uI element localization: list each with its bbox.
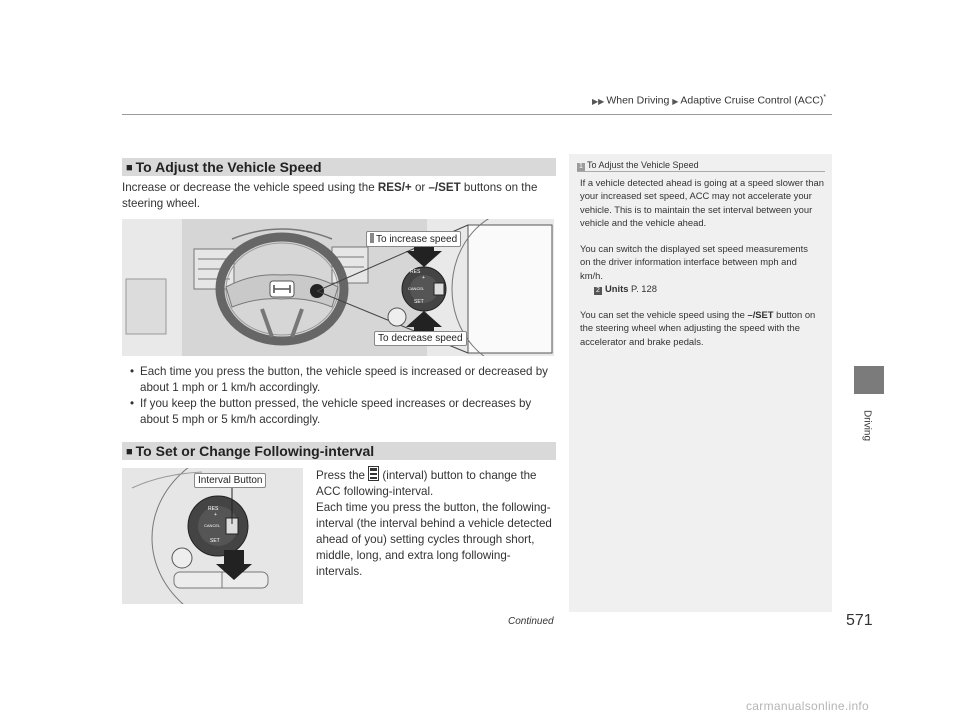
steering-wheel-illustration xyxy=(122,219,554,356)
notes-reference[interactable]: 2 Units P. 128 xyxy=(594,282,657,295)
steering-wheel-drawing xyxy=(122,219,554,356)
chapter-label: Driving xyxy=(861,409,873,442)
notes-number: 1 xyxy=(577,163,585,171)
res-plus-sign: + xyxy=(214,512,217,518)
callout-decrease-speed: To decrease speed xyxy=(374,331,467,346)
breadcrumb xyxy=(592,94,826,107)
res-button-label: RES xyxy=(410,269,421,275)
callout-increase-speed: To increase speed xyxy=(366,231,461,247)
notes-rule xyxy=(577,171,825,172)
notes-title: 1 To Adjust the Vehicle Speed xyxy=(577,160,699,171)
set-button-label: SET xyxy=(414,299,424,305)
res-button-label: RES xyxy=(208,506,219,512)
continued-label: Continued xyxy=(508,616,554,627)
breadcrumb-arrow-icon: ▶ xyxy=(672,96,679,106)
chapter-tab xyxy=(854,366,884,394)
section2-text xyxy=(316,466,554,580)
section2-para2: Each time you press the button, the following-interval (the interval behind a vehicle detected ahead of you) setting cycles through short, middle, long, and extra long following-intervals. xyxy=(316,501,552,578)
callout-interval-button: Interval Button xyxy=(194,473,266,488)
bullet-list xyxy=(130,364,554,428)
header-rule xyxy=(122,114,832,115)
bullet-item: • If you keep the button pressed, the vehicle speed increases or decreases by about 5 mph or 5 km/h accordingly. xyxy=(130,397,532,426)
notes-para2: You can switch the displayed set speed measurements on the driver information interface between mph and km/h. xyxy=(580,243,808,281)
reference-arrow-icon: 2 xyxy=(594,287,602,295)
interval-button-drawing xyxy=(122,468,303,604)
breadcrumb-arrow-icon: ▶▶ xyxy=(592,96,605,106)
breadcrumb-level2[interactable]: Adaptive Cruise Control (ACC) xyxy=(680,94,824,107)
watermark: carmanualsonline.info xyxy=(746,699,870,713)
section-heading-following-interval xyxy=(122,442,556,460)
set-button-label: SET xyxy=(210,538,220,544)
section2-para1: Press the (interval) button to change the ACC following-interval. xyxy=(316,466,554,500)
cancel-button-label: CANCEL xyxy=(204,523,221,528)
bullet-item: • Each time you press the button, the vehicle speed is increased or decreased by about 1 mph or 1 km/h accordingly. xyxy=(130,365,548,394)
notes-para3: You can set the vehicle speed using the –/SET button on the steering wheel when adjusting the speed with the accelerator and brake pedals. xyxy=(580,309,816,347)
section-title: To Set or Change Following-interval xyxy=(135,443,375,459)
section-marker: ■ xyxy=(126,446,133,458)
interval-button-illustration xyxy=(122,468,303,604)
section-title: To Adjust the Vehicle Speed xyxy=(135,159,322,175)
breadcrumb-level1[interactable]: When Driving xyxy=(606,94,670,107)
notes-para1: If a vehicle detected ahead is going at a speed slower than your increased set speed, ACC may not accelerate your vehicle. This is to maintain the set interval between your vehicle and the vehicle ahead. xyxy=(580,177,824,228)
page-number: 571 xyxy=(846,612,873,629)
res-plus-sign: + xyxy=(422,275,425,281)
section1-intro: Increase or decrease the vehicle speed using the RES/+ or –/SET buttons on the steering wheel. xyxy=(122,181,538,210)
section-marker: ■ xyxy=(126,162,133,174)
breadcrumb-mark: * xyxy=(823,94,827,101)
cancel-button-label: CANCEL xyxy=(408,286,425,291)
interval-icon xyxy=(368,466,379,481)
section-heading-adjust-speed xyxy=(122,158,556,176)
